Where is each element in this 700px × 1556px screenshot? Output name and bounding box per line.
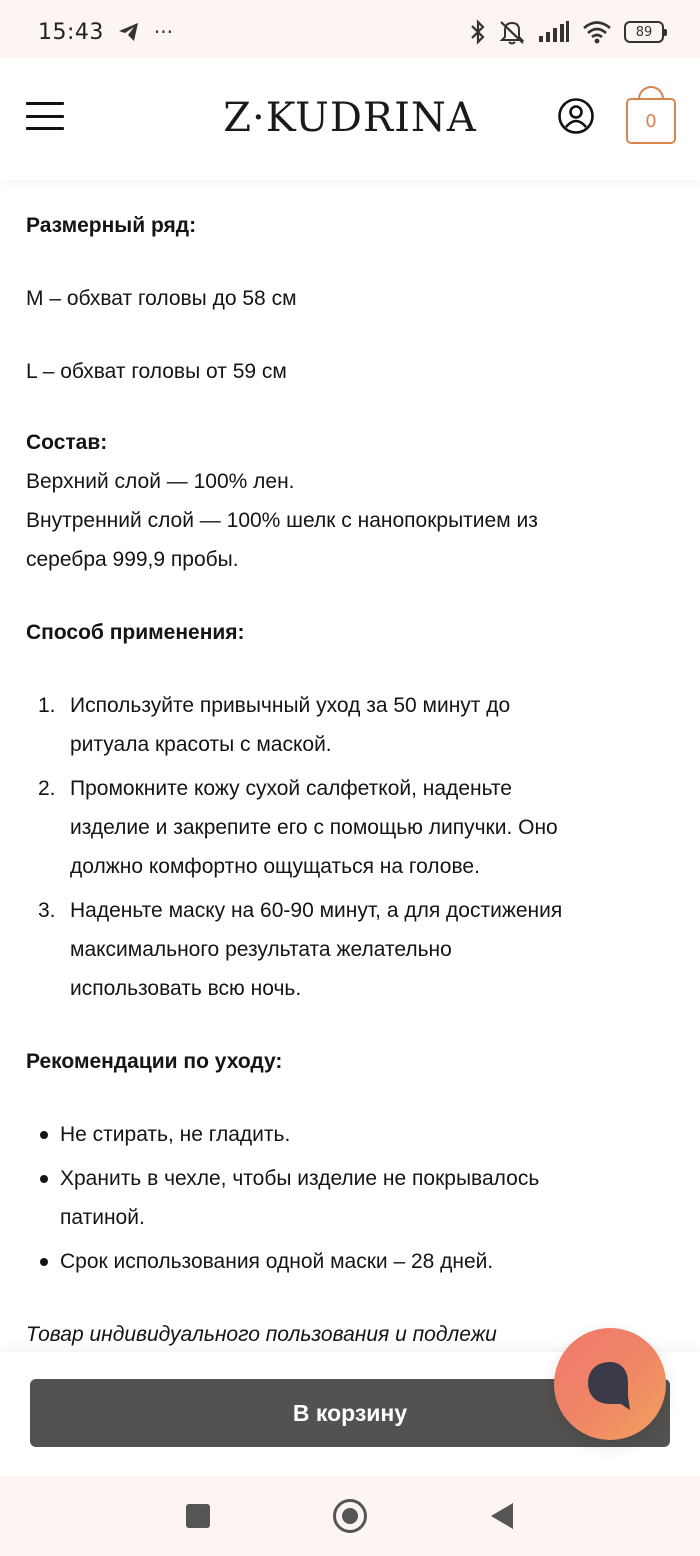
cart-button[interactable] [626,86,676,148]
care-line: Не стирать, не гладить. [60,1123,291,1146]
size-heading: Размерный ряд: [26,214,197,237]
site-logo[interactable]: Z·KUDRINA [223,95,477,141]
disclaimer-note: Товар индивидуального пользования и подлежи [26,1323,497,1346]
bullet-icon [40,1175,48,1183]
care-line: Хранить в чехле, чтобы изделие не покрывалось [60,1167,540,1190]
menu-line [26,115,64,118]
step-line: Промокните кожу сухой салфеткой, наденьте [70,777,512,800]
care-text [60,1242,660,1281]
composition-line: серебра 999,9 пробы. [26,548,239,571]
care-text [60,1115,660,1154]
step-number: 2. [38,777,56,800]
back-icon[interactable] [489,1502,515,1530]
battery-level: 89 [635,24,653,40]
battery-icon [624,21,664,43]
composition-line: Внутренний слой — 100% шелк с нанопокрытием из [26,509,538,532]
add-to-cart-button[interactable]: В корзину [30,1379,670,1447]
size-m: M – обхват головы до 58 см [26,287,297,310]
step-line: изделие и закрепите его с помощью липучки. Оно [70,816,558,839]
step-line: Наденьте маску на 60-90 минут, а для достижения [70,899,563,922]
cart-body [626,98,676,144]
step-line: ритуала красоты с маской. [70,733,332,756]
step-text [70,769,670,886]
wifi-icon [582,20,612,44]
signal-icon [538,21,570,43]
step-text [70,686,670,764]
bullet-icon [40,1258,48,1266]
care-text [60,1159,660,1237]
step-line: Используйте привычный уход за 50 минут до [70,694,511,717]
recents-icon[interactable] [186,1504,210,1528]
composition-line: Верхний слой — 100% лен. [26,470,295,493]
care-line: патиной. [60,1206,145,1229]
bluetooth-icon [470,19,486,45]
step-line: должно комфортно ощущаться на голове. [70,855,480,878]
status-bar [0,0,700,64]
site-header [0,58,700,180]
status-right [470,19,664,45]
chat-icon [582,1356,638,1412]
step-line: использовать всю ночь. [70,977,302,1000]
care-line: Срок использования одной маски – 28 дней. [60,1250,494,1273]
composition-heading: Состав: [26,431,108,454]
bullet-icon [40,1131,48,1139]
step-text [70,891,670,1008]
chat-widget-button[interactable] [554,1328,666,1440]
menu-line [26,102,64,105]
mute-icon [498,19,526,45]
status-time: 15:43 [38,19,104,45]
system-nav-bar [0,1476,700,1556]
telegram-icon [118,22,140,42]
step-number: 1. [38,694,56,717]
more-indicator: ··· [153,20,173,44]
size-l: L – обхват головы от 59 см [26,360,287,383]
account-icon[interactable] [557,97,595,135]
care-heading: Рекомендации по уходу: [26,1050,283,1073]
status-left [38,20,173,45]
menu-button[interactable] [26,102,64,130]
home-icon[interactable] [333,1499,367,1533]
cart-count: 0 [645,110,657,132]
step-number: 3. [38,899,56,922]
usage-heading: Способ применения: [26,621,245,644]
menu-line [26,127,64,130]
step-line: максимального результата желательно [70,938,452,961]
